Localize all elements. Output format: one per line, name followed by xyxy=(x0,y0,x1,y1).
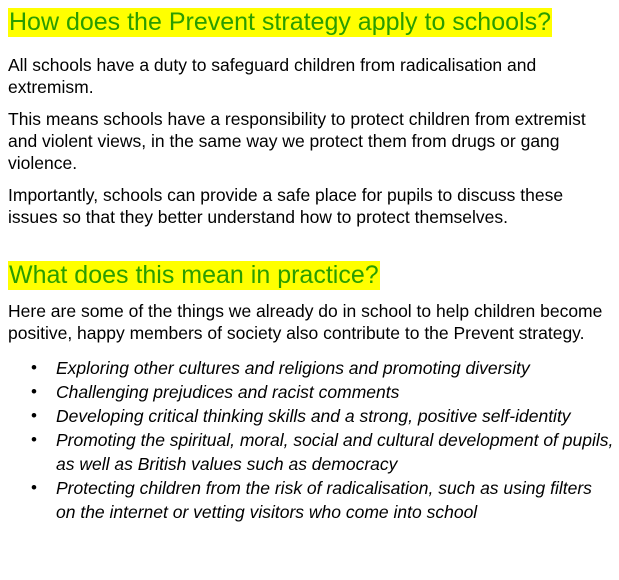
list-item-text: Exploring other cultures and religions and promoting diversity xyxy=(56,358,530,378)
section-prevent-schools xyxy=(8,8,614,37)
list-item-text: Promoting the spiritual, moral, social and cultural development of pupils, as well as British values such as democracy xyxy=(56,430,614,474)
heading-in-practice: What does this mean in practice? xyxy=(9,261,379,289)
paragraph-duty: All schools have a duty to safeguard children from radicalisation and extremism. xyxy=(8,55,537,97)
list-item-text: Challenging prejudices and racist comments xyxy=(56,382,400,402)
list-item xyxy=(8,356,614,380)
section-in-practice xyxy=(8,261,614,290)
list-item xyxy=(8,380,614,404)
bullet-icon: • xyxy=(31,430,37,449)
document xyxy=(8,8,614,524)
bullet-icon: • xyxy=(31,382,37,401)
list-item xyxy=(8,428,614,476)
paragraph-safe-place: Importantly, schools can provide a safe place for pupils to discuss these issues so that they better understand how to protect themselves. xyxy=(8,185,564,227)
heading-prevent-schools: How does the Prevent strategy apply to schools? xyxy=(9,8,551,36)
list-item-text: Protecting children from the risk of radicalisation, such as using filters on the internet or vetting visitors who come into school xyxy=(56,478,592,522)
paragraph-responsibility: This means schools have a responsibility to protect children from extremist and violent views, in the same way we protect them from drugs or gang violence. xyxy=(8,109,586,173)
list-item-text: Developing critical thinking skills and a strong, positive self-identity xyxy=(56,406,571,426)
bullet-icon: • xyxy=(31,358,37,377)
list-item xyxy=(8,404,614,428)
practice-list xyxy=(8,356,614,524)
list-item xyxy=(8,476,614,524)
paragraph-intro: Here are some of the things we already do in school to help children become positive, happy members of society also contribute to the Prevent strategy. xyxy=(8,301,603,343)
bullet-icon: • xyxy=(31,478,37,497)
bullet-icon: • xyxy=(31,406,37,425)
